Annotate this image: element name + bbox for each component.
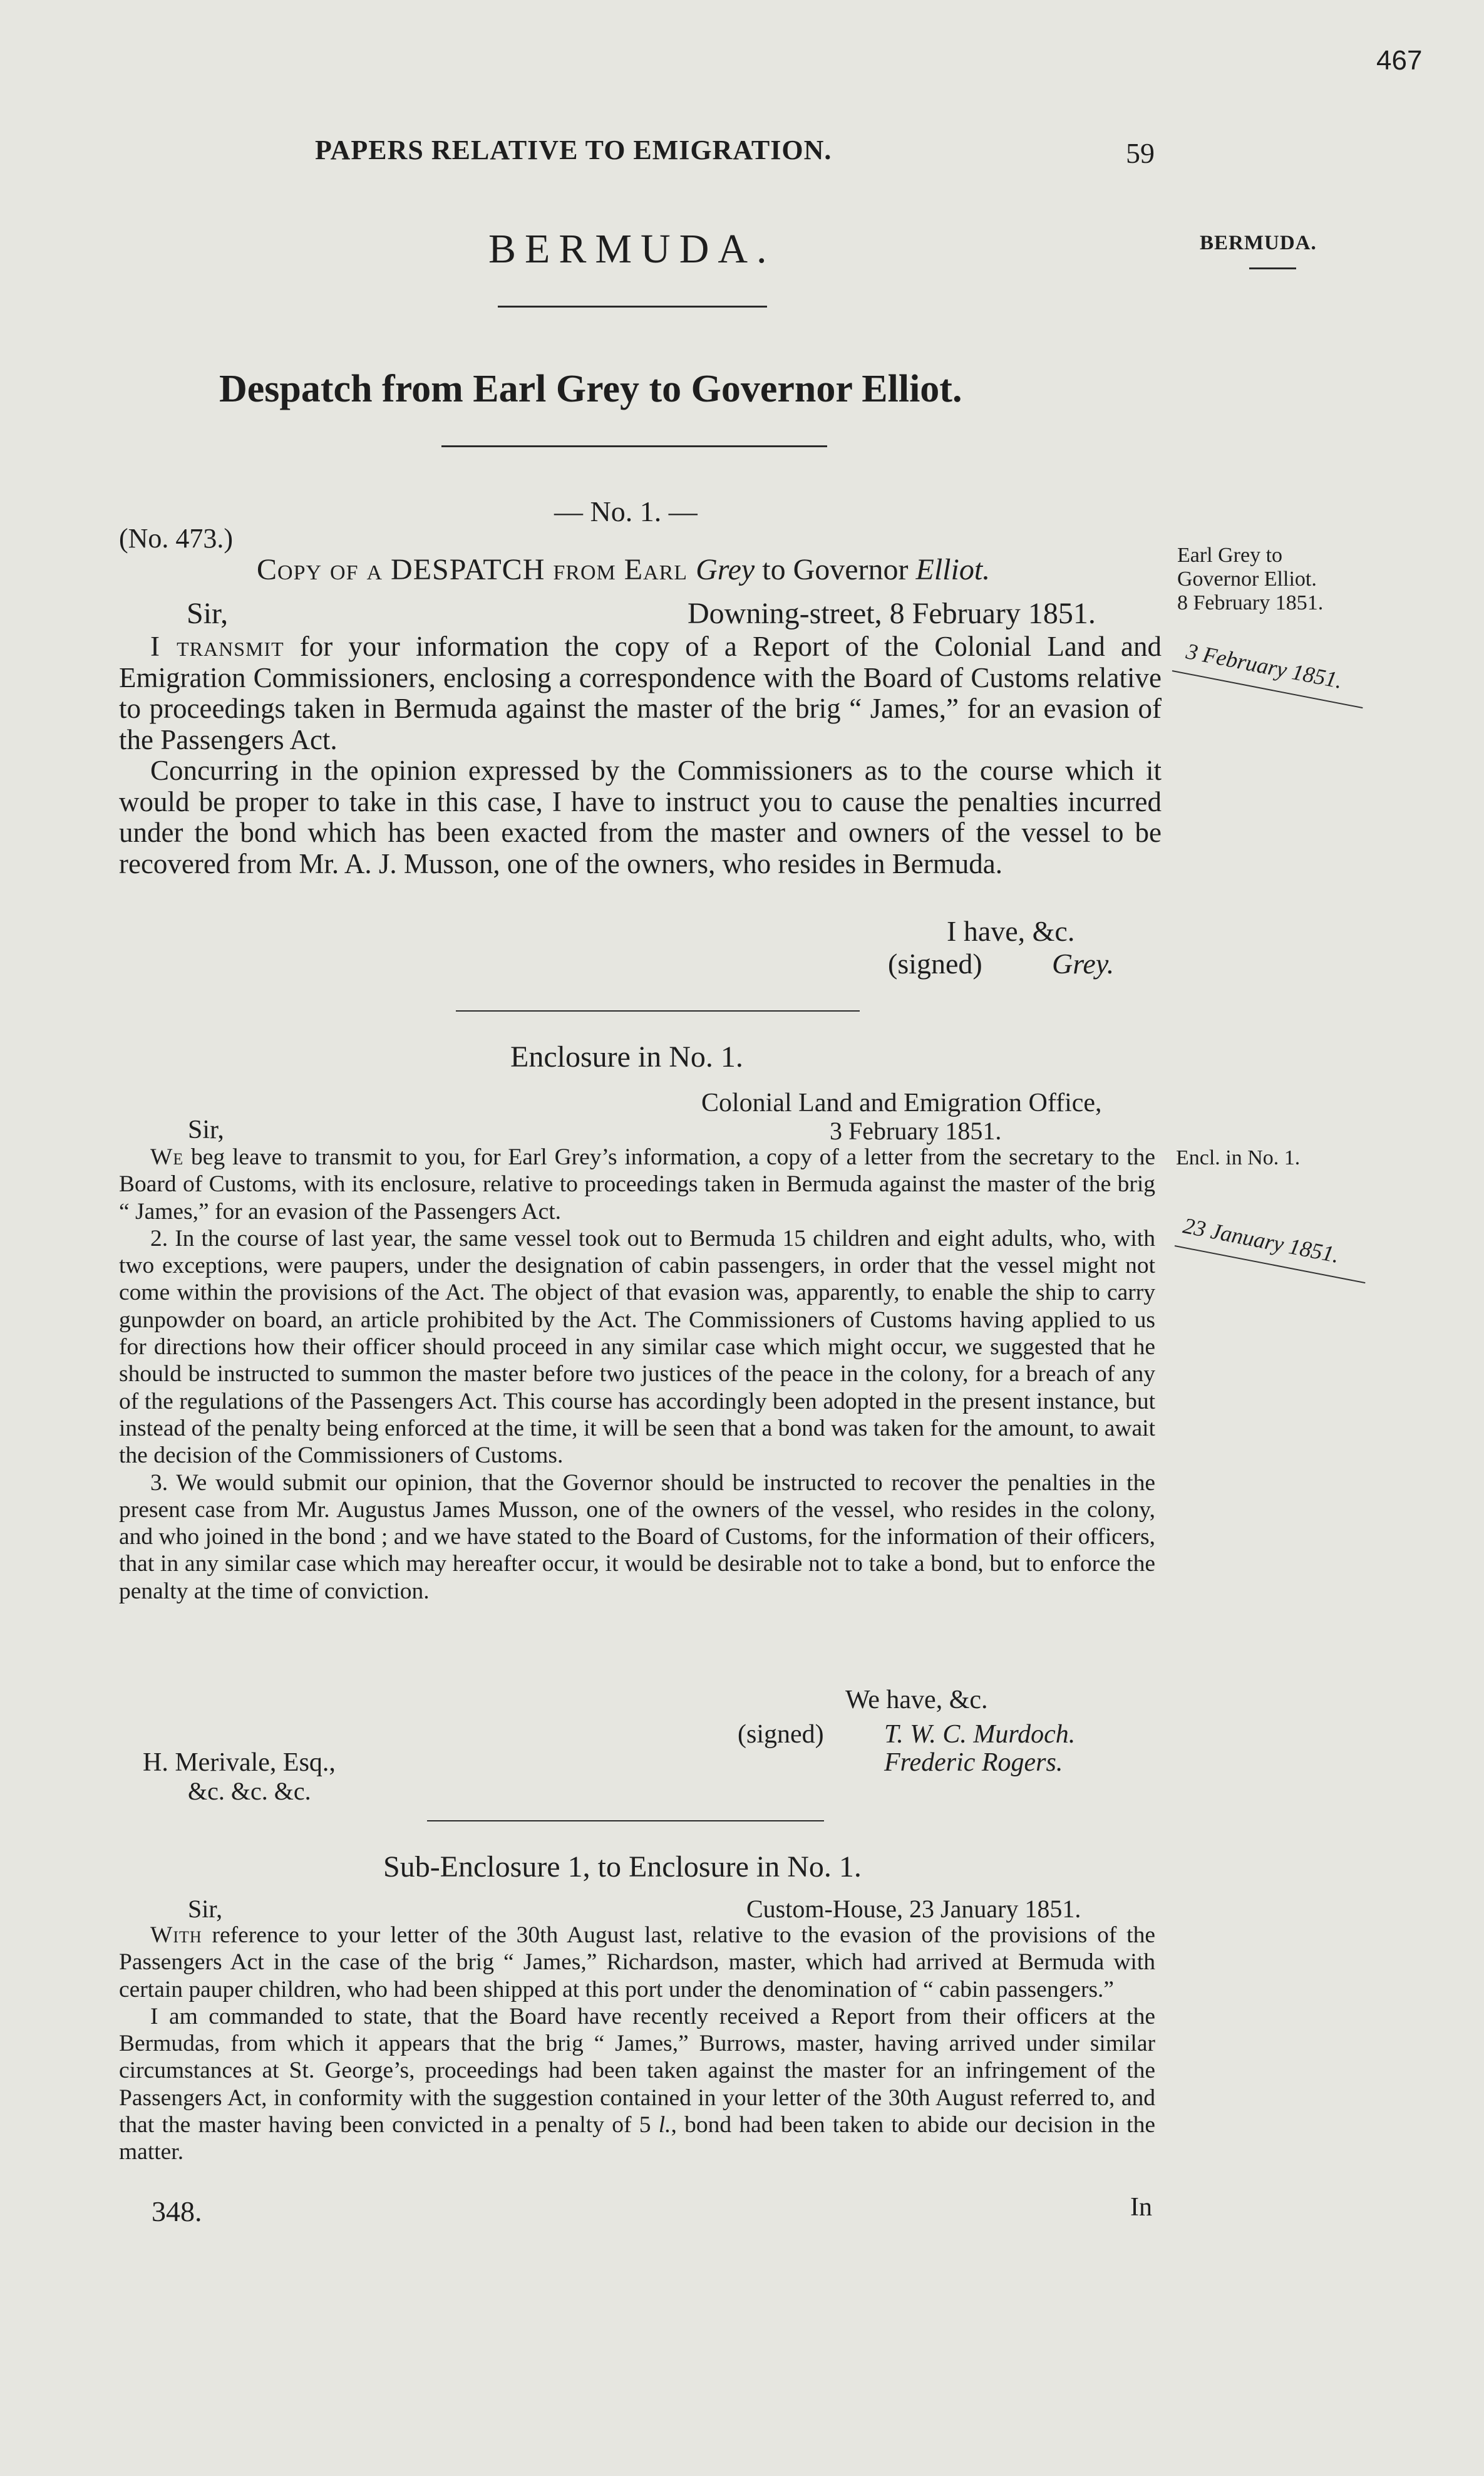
enclosure-p1-text: beg leave to transmit to you, for Earl Grey’s information, a copy of a letter from the secretary to the Board of Customs, with its enclosure, relative to proceedings taken in Bermuda against the master of the brig “ James,” for an evasion of the Passengers Act. — [119, 1144, 1155, 1225]
footer-catchword: In — [1130, 2193, 1152, 2222]
margin-note-line-2: Governor Elliot. — [1177, 567, 1317, 591]
margin-section-title: BERMUDA. — [1200, 232, 1317, 254]
enclosure-end-rule — [427, 1820, 824, 1821]
sub-enclosure-p2-end: , bond had been taken to abide our decision in the matter. — [119, 2112, 1155, 2165]
margin-section-rule — [1249, 267, 1296, 269]
letter1-margin-note — [1177, 544, 1324, 615]
enclosure-date: 3 February 1851. — [830, 1117, 1002, 1145]
letter1-salutation: Sir, — [187, 597, 229, 630]
letter1-date-stamp: 3 February 1851. — [1184, 638, 1345, 693]
despatch-title-elliot: Elliot. — [915, 553, 991, 586]
enclosure-date-stamp: 23 January 1851. — [1181, 1213, 1342, 1268]
sub-enclosure-place-date: Custom-House, 23 January 1851. — [746, 1895, 1081, 1923]
enclosure-closing: We have, &c. — [845, 1686, 988, 1714]
letter1-lead-word: I transmit — [150, 631, 284, 662]
section-title: BERMUDA. — [488, 226, 776, 272]
running-head: PAPERS RELATIVE TO EMIGRATION. — [315, 135, 832, 165]
enclosure-signed: (signed) — [738, 1720, 824, 1749]
enclosure-heading: Enclosure in No. 1. — [510, 1040, 743, 1074]
number-heading: — No. 1. — — [554, 495, 698, 527]
sub-enclosure-p2-text: I am commanded to state, that the Board have recently received a Report from their officers at the Bermudas, from which it appears that the brig “ James,” Burrows, master, having arrived under similar circumstances at St. George’s, proceedings had been taken against the master for an infringement of the Passengers Act, in conformity with the suggestion contained in your letter of the 30th August referred to, and that the master having been convicted in a penalty of 5 — [119, 2003, 1155, 2138]
heading-rule — [441, 445, 827, 447]
enclosure-salutation: Sir, — [188, 1116, 224, 1144]
letter1-place-date: Downing-street, 8 February 1851. — [688, 597, 1096, 630]
enclosure-office: Colonial Land and Emigration Office, — [701, 1089, 1102, 1117]
letter1-end-rule — [456, 1010, 860, 1012]
footer-sheet-number: 348. — [152, 2195, 202, 2227]
sub-enclosure-lead-word: With — [150, 1922, 202, 1948]
letter1-paragraph-1 — [119, 631, 1162, 755]
despatch-title-grey: Grey — [696, 553, 755, 586]
pounds-abbreviation: l. — [658, 2112, 671, 2138]
enclosure-signature-2: Frederic Rogers. — [884, 1748, 1063, 1777]
sub-enclosure-paragraph-2 — [119, 2003, 1155, 2166]
letter1-signature: Grey. — [1052, 948, 1115, 980]
enclosure-body — [119, 1144, 1155, 1605]
enclosure-margin-note: Encl. in No. 1. — [1176, 1146, 1301, 1169]
sub-enclosure-heading: Sub-Enclosure 1, to Enclosure in No. 1. — [383, 1850, 862, 1883]
letter1-paragraph-2: Concurring in the opinion expressed by the Commissioners as to the course which it would be proper to take in this case, I have to instruct you to cause the penalties incurred under the bond which has been exacted from the master and owners of the vessel to be recovered from Mr. A. J. Musson, one of the owners, who resides in Bermuda. — [119, 755, 1162, 879]
sub-enclosure-salutation: Sir, — [188, 1895, 223, 1923]
letter1-p1-text: for your information the copy of a Report of the Colonial Land and Emigration Commissioners, enclosing a correspondence with the Board of Customs relative to proceedings taken in Bermuda against the master of the brig “ James,” for an evasion of the Passengers Act. — [119, 631, 1162, 755]
archive-page-number: 467 — [1376, 45, 1423, 76]
sub-enclosure-body — [119, 1922, 1155, 2166]
enclosure-paragraph-1 — [119, 1144, 1155, 1225]
despatch-heading: Despatch from Earl Grey to Governor Elliot. — [219, 368, 962, 410]
title-rule — [498, 306, 767, 308]
despatch-title — [257, 552, 990, 587]
sub-enclosure-paragraph-1 — [119, 1922, 1155, 2003]
enclosure-lead-word: We — [150, 1144, 184, 1170]
letter1-closing: I have, &c. — [947, 915, 1075, 947]
enclosure-addressee-suffix: &c. &c. &c. — [188, 1777, 311, 1805]
despatch-reference: (No. 473.) — [119, 523, 234, 554]
letter1-signed: (signed) — [888, 948, 982, 980]
letter1-body — [119, 631, 1162, 879]
despatch-title-prefix: Copy of a DESPATCH from Earl — [257, 553, 696, 586]
margin-note-line-1: Earl Grey to — [1177, 544, 1283, 567]
enclosure-signature-1: T. W. C. Murdoch. — [884, 1720, 1076, 1749]
margin-note-line-3: 8 February 1851. — [1177, 591, 1324, 614]
enclosure-paragraph-3: 3. We would submit our opinion, that the Governor should be instructed to recover the penalties in the present case from Mr. Augustus James Musson, one of the owners of the vessel, who resides in the colony, and who joined in the bond ; and we have stated to the Board of Customs, for the information of their officers, that in any similar case which may hereafter occur, it would be desirable not to take a bond, but to enforce the penalty at the time of conviction. — [119, 1469, 1155, 1604]
printed-page-number: 59 — [1126, 137, 1155, 169]
enclosure-addressee: H. Merivale, Esq., — [143, 1748, 336, 1777]
enclosure-paragraph-2: 2. In the course of last year, the same vessel took out to Bermuda 15 children and eight adults, who, with two exceptions, were paupers, under the designation of cabin passengers, in order that the vessel might not come within the provisions of the Act. The object of that evasion was, apparently, to enable the ship to carry gunpowder on board, an article prohibited by the Act. The Commissioners of Customs having applied to us for directions how their officer should proceed in any similar case which might occur, we suggested that he should be instructed to summon the master before two justices of the peace in the colony, for a breach of any of the regulations of the Passengers Act. This course has accordingly been adopted in the present instance, but instead of the penalty being enforced at the time, it will be seen that a bond was taken for the amount, to await the decision of the Commissioners of Customs. — [119, 1225, 1155, 1469]
despatch-title-mid: to Governor — [755, 553, 916, 586]
sub-enclosure-p1-text: reference to your letter of the 30th August last, relative to the evasion of the provisions of the Passengers Act in the case of the brig “ James,” Richardson, master, which had arrived at Bermuda with certain pauper children, who had been shipped at this port under the denomination of “ cabin passengers.” — [119, 1922, 1155, 2002]
